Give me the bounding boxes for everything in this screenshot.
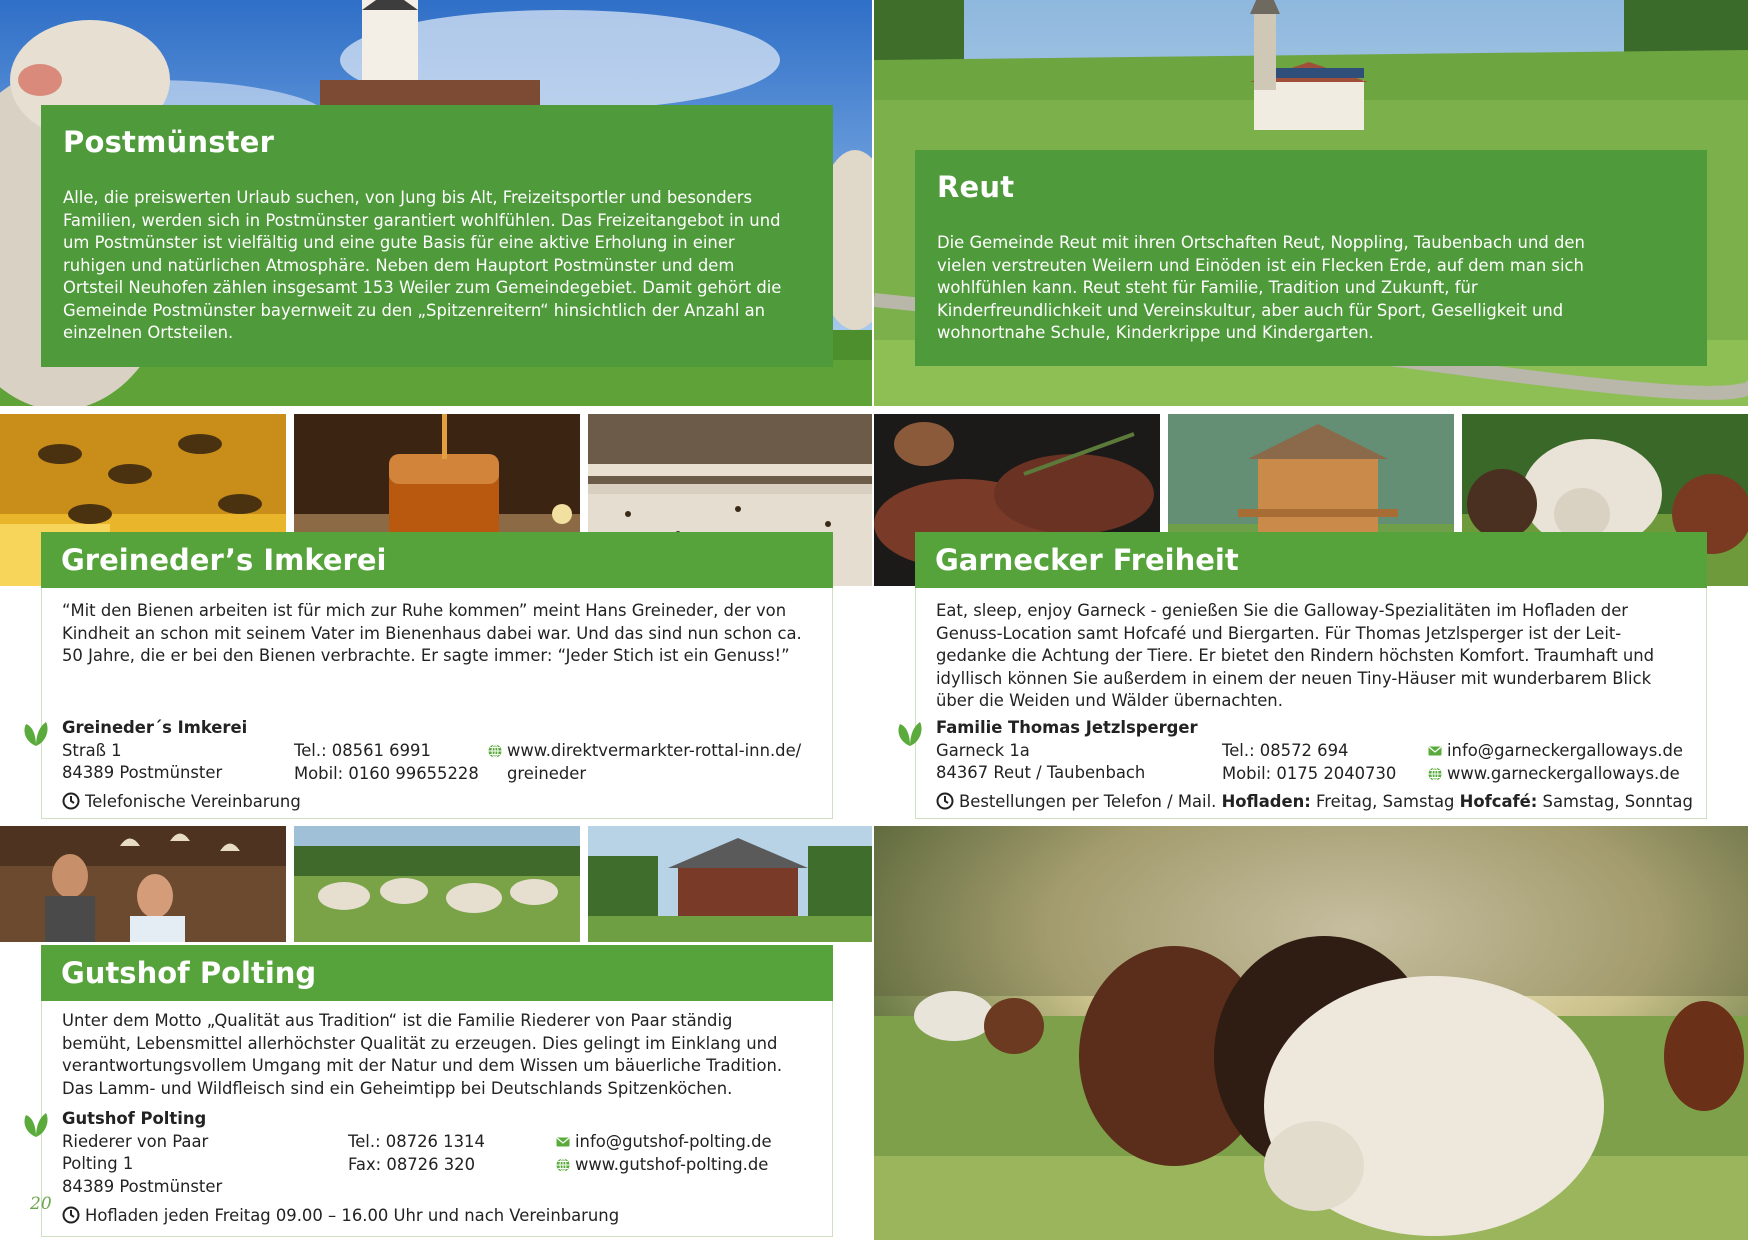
gutshof-address-city: 84389 Postmünster xyxy=(62,1176,223,1196)
imkerei-title: Greineder’s Imkerei xyxy=(41,532,833,588)
imkerei-web-link[interactable]: www.direktvermarkter-rottal-inn.de/ xyxy=(507,741,802,760)
garnecker-online xyxy=(1428,740,1683,785)
garnecker-email-row[interactable] xyxy=(1428,740,1683,763)
reut-box xyxy=(915,150,1707,366)
garnecker-contact-name: Familie Thomas Jetzlsperger xyxy=(936,718,1198,737)
leaf-icon xyxy=(20,1109,52,1139)
globe-icon xyxy=(488,744,502,758)
garnecker-web[interactable]: www.garneckergalloways.de xyxy=(1447,763,1680,783)
imkerei-address-city: 84389 Postmünster xyxy=(62,763,223,782)
cattle-photo xyxy=(874,826,1748,1240)
garnecker-email[interactable]: info@garneckergalloways.de xyxy=(1447,741,1683,760)
gutshof-contact xyxy=(62,1108,222,1198)
gutshof-title: Gutshof Polting xyxy=(41,945,833,1001)
imkerei-contact xyxy=(62,717,247,785)
garnecker-hours-hofcafe-label: Hofcafé: xyxy=(1459,792,1538,811)
gutshof-address-owner: Riederer von Paar xyxy=(62,1131,209,1151)
garnecker-tel: Tel.: 08572 694 xyxy=(1222,741,1349,760)
gutshof-hours xyxy=(62,1206,619,1225)
page-number: 20 xyxy=(30,1194,52,1214)
garnecker-hours-hofcafe-days: Samstag, Sonntag xyxy=(1537,792,1693,811)
imkerei-mobil: Mobil: 0160 99655228 xyxy=(294,763,479,783)
garnecker-mobil: Mobil: 0175 2040730 xyxy=(1222,763,1397,783)
mail-icon xyxy=(1428,744,1442,758)
gutshof-email-row[interactable] xyxy=(556,1131,772,1154)
gutshof-address-street: Polting 1 xyxy=(62,1154,134,1173)
gutshof-fax: Fax: 08726 320 xyxy=(348,1154,476,1174)
garnecker-text: Eat, sleep, enjoy Garneck - genießen Sie die Galloway-Spezialitäten im Hofladen der Genuss-Location samt Hofcafé und Biergarten. Für Thomas Jetzlsperger ist der Leit-gedanke die Achtung der Tiere. Er bietet den Rindern höchsten Komfort. Traumhaft und idyllisch können Sie außerdem in einem der neuen Tiny-Häuser mit wunderbarem Blick über die Weiden und Wälder übernachten. xyxy=(936,601,1655,710)
imkerei-tel: Tel.: 08561 6991 xyxy=(294,741,431,760)
gutshof-tel: Tel.: 08726 1314 xyxy=(348,1132,485,1151)
garnecker-hours-hofladen-days: Freitag, Samstag xyxy=(1310,792,1460,811)
gutshof-hours-text: Hofladen jeden Freitag 09.00 – 16.00 Uhr und nach Vereinbarung xyxy=(85,1206,620,1225)
garnecker-contact xyxy=(936,717,1198,785)
postmuenster-text: Alle, die preiswerten Urlaub suchen, von Jung bis Alt, Freizeitsportler und besonders Familien, werden sich in Postmünster garantiert wohlfühlen. Das Freizeitangebot in und um Postmünster ist vielfältig und eine gute Basis für eine aktive Erholung in einer ruhigen und natürlichen Atmosphäre. Neben dem Hauptort Postmünster und dem Ortsteil Neuhofen zählen insgesamt 153 Weiler zum Gemeindegebiet. Damit gehört die Gemeinde Postmünster bayernweit zu den „Spitzenreitern“ hinsichtlich der Anzahl an einzelnen Ortsteilen. xyxy=(63,188,782,342)
postmuenster-title: Postmünster xyxy=(63,125,275,159)
reut-title: Reut xyxy=(937,170,1015,204)
postmuenster-box xyxy=(41,105,833,367)
leaf-icon xyxy=(894,718,926,748)
gutshof-phones xyxy=(348,1131,485,1176)
clock-icon xyxy=(62,1206,80,1224)
imkerei-hours-text: Telefonische Vereinbarung xyxy=(85,792,301,811)
garnecker-address-street: Garneck 1a xyxy=(936,740,1030,760)
garnecker-address-city: 84367 Reut / Taubenbach xyxy=(936,763,1146,782)
imkerei-text: “Mit den Bienen arbeiten ist für mich zur Ruhe kommen” meint Hans Greineder, der von Kindheit an schon mit seinem Vater im Bienenhaus dabei war. Und das sind nun schon ca. 50 Jahre, die er bei den Bienen verbrachte. Er sagte immer: “Jeder Stich ist ein Genuss!” xyxy=(62,601,802,665)
garnecker-hours-hofladen-label: Hofladen: xyxy=(1221,792,1311,811)
gutshof-contact-name: Gutshof Polting xyxy=(62,1109,207,1128)
garnecker-web-row[interactable] xyxy=(1428,763,1683,786)
imkerei-web-link-cont[interactable]: greineder xyxy=(507,763,587,783)
farmers-photo xyxy=(0,826,286,942)
clock-icon xyxy=(936,792,954,810)
imkerei-contact-name: Greineder´s Imkerei xyxy=(62,718,248,737)
gutshof-online xyxy=(556,1131,772,1176)
garnecker-title: Garnecker Freiheit xyxy=(915,532,1707,588)
gutshof-text: Unter dem Motto „Qualität aus Tradition“ ist die Familie Riederer von Paar ständig bemüht, Lebensmittel allerhöchster Qualität zu erzeugen. Dies gelingt im Einklang und verantwortungsvollem Umgang mit der Natur und dem Wissen um bäuerliche Tradition. Das Lamm- und Wildfleisch sind ein Geheimtipp bei Deutschlands Spitzenköchen. xyxy=(62,1011,783,1098)
clock-icon xyxy=(62,792,80,810)
imkerei-web[interactable] xyxy=(488,740,801,785)
sheep-flock-photo xyxy=(294,826,580,942)
imkerei-hours xyxy=(62,792,301,811)
garnecker-hours xyxy=(936,792,1693,811)
imkerei-address-street: Straß 1 xyxy=(62,740,122,760)
farmhouse-photo xyxy=(588,826,872,942)
globe-icon xyxy=(556,1158,570,1172)
globe-icon xyxy=(1428,767,1442,781)
gutshof-email[interactable]: info@gutshof-polting.de xyxy=(575,1132,772,1151)
garnecker-hours-orders: Bestellungen per Telefon / Mail. xyxy=(959,792,1222,811)
leaf-icon xyxy=(20,718,52,748)
gutshof-web[interactable]: www.gutshof-polting.de xyxy=(575,1154,769,1174)
imkerei-phones xyxy=(294,740,479,785)
reut-text: Die Gemeinde Reut mit ihren Ortschaften Reut, Noppling, Taubenbach und den vielen verstreuten Weilern und Einöden ist ein Flecken Erde, auf dem man sich wohlfühlen kann. Reut steht für Familie, Tradition und Zukunft, für Kinderfreundlichkeit und Vereinskultur, aber auch für Sport, Geselligkeit und wohnortnahe Schule, Kinderkrippe und Kindergarten. xyxy=(937,233,1585,342)
mail-icon xyxy=(556,1135,570,1149)
gutshof-web-row[interactable] xyxy=(556,1154,772,1177)
garnecker-phones xyxy=(1222,740,1396,785)
